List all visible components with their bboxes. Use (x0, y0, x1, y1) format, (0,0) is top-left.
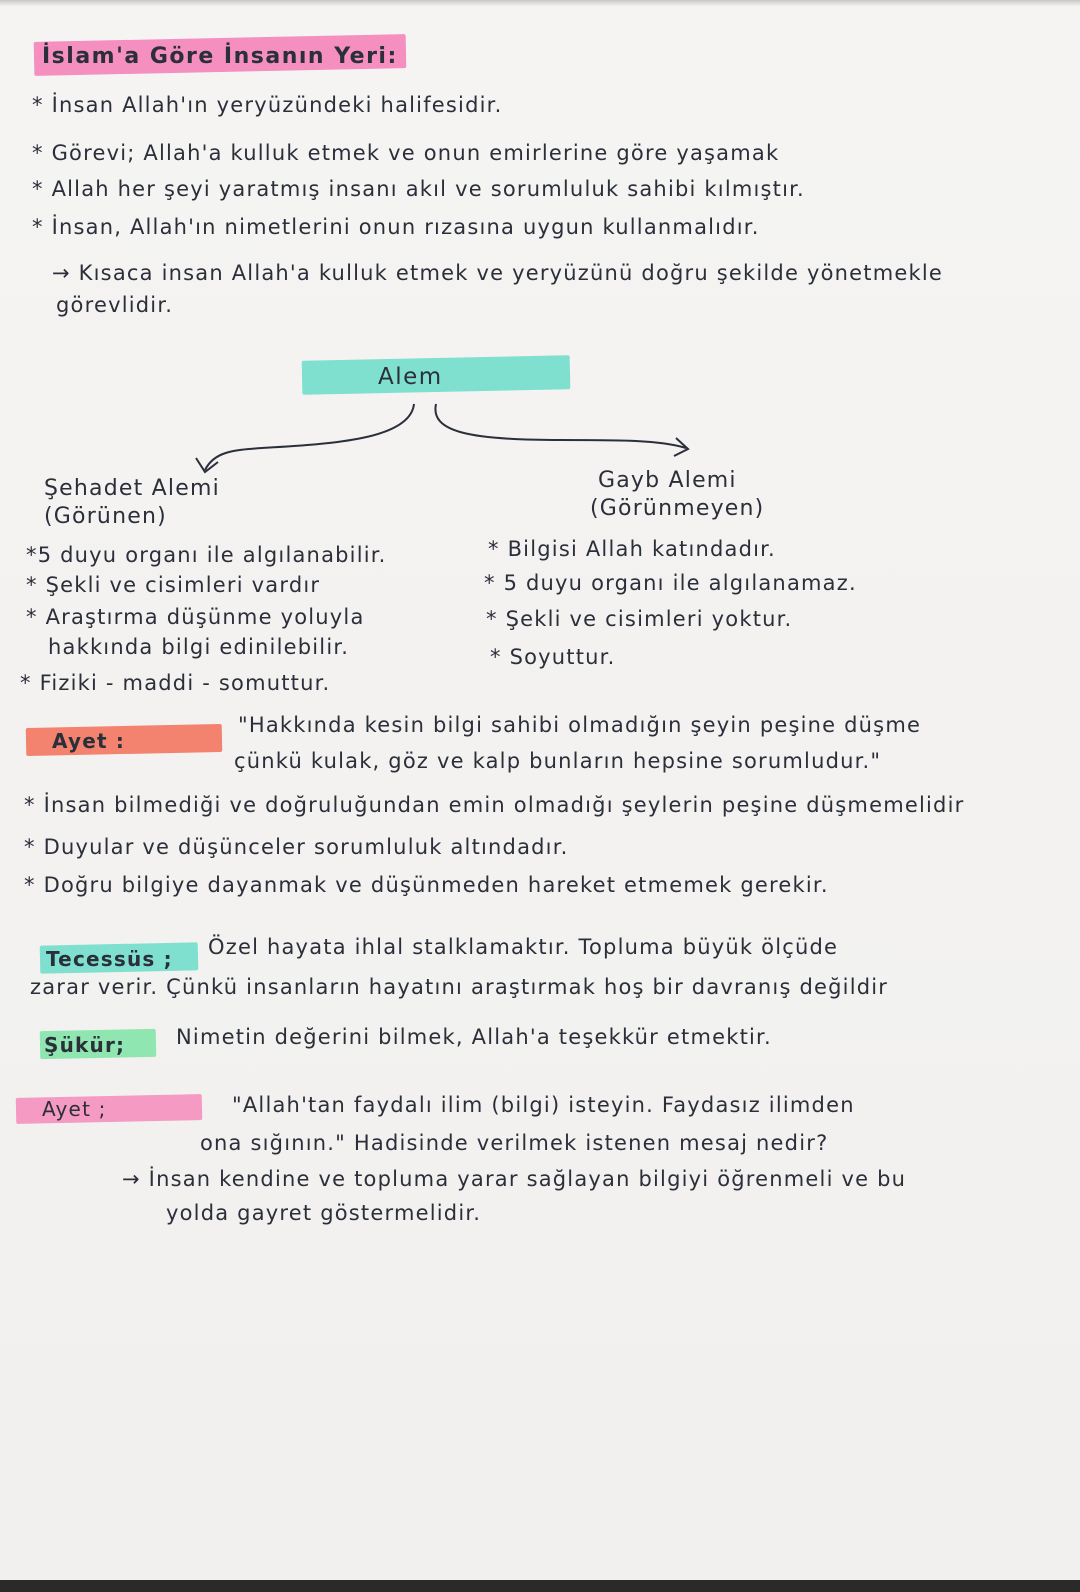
ayet2-answer-line: yolda gayret göstermelidir. (166, 1201, 482, 1225)
ayet1-quote-line: "Hakkında kesin bilgi sahibi olmadığın şeyin peşine düşme (238, 713, 922, 737)
tecessus-text-line: Özel hayata ihlal stalklamaktır. Topluma büyük ölçüde (208, 935, 839, 959)
tecessus-text-line: zarar verir. Çünkü insanların hayatını araştırmak hoş bir davranış değildir (30, 975, 889, 999)
summary-line: → Kısaca insan Allah'a kulluk etmek ve yeryüzünü doğru şekilde yönetmekle (52, 261, 943, 285)
ayet2-answer-line: → İnsan kendine ve topluma yarar sağlayan bilgiyi öğrenmeli ve bu (122, 1167, 907, 1191)
intro-point: * İnsan Allah'ın yeryüzündeki halifesidir. (32, 93, 503, 117)
ayet1-label: Ayet : (52, 729, 126, 753)
left-point: * Fiziki - maddi - somuttur. (20, 671, 331, 695)
left-point: *5 duyu organı ile algılanabilir. (26, 543, 387, 567)
left-point: hakkında bilgi edinilebilir. (48, 635, 350, 659)
ayet1-point: * Doğru bilgiye dayanmak ve düşünmeden hareket etmemek gerekir. (24, 873, 829, 897)
sukur-label: Şükür; (44, 1033, 126, 1057)
right-point: * Bilgisi Allah katındadır. (488, 537, 776, 561)
ayet2-quote-line: "Allah'tan faydalı ilim (bilgi) isteyin. Faydasız ilimden (232, 1093, 855, 1117)
ayet1-quote-line: çünkü kulak, göz ve kalp bunların hepsine sorumludur." (234, 749, 882, 773)
ayet1-point: * Duyular ve düşünceler sorumluluk altındadır. (24, 835, 569, 859)
intro-point: * Görevi; Allah'a kulluk etmek ve onun emirlerine göre yaşamak (32, 141, 780, 165)
summary-line-continued: görevlidir. (56, 293, 174, 317)
page-title: İslam'a Göre İnsanın Yeri: (42, 44, 398, 69)
ayet2-label: Ayet ; (42, 1097, 107, 1121)
bottom-edge (0, 1580, 1080, 1592)
right-title: Gayb Alemi (598, 468, 737, 493)
right-subtitle: (Görünmeyen) (590, 496, 765, 521)
left-title: Şehadet Alemi (44, 476, 220, 501)
diagram-root-label: Alem (378, 364, 443, 390)
intro-point: * İnsan, Allah'ın nimetlerini onun rızasına uygun kullanmalıdır. (32, 215, 760, 239)
sukur-text: Nimetin değerini bilmek, Allah'a teşekkür etmektir. (176, 1025, 772, 1049)
ayet1-point: * İnsan bilmediği ve doğruluğundan emin olmadığı şeylerin peşine düşmemelidir (24, 793, 965, 817)
tecessus-label: Tecessüs ; (46, 947, 173, 971)
arrow-to-right (435, 404, 686, 448)
right-point: * 5 duyu organı ile algılanamaz. (484, 571, 857, 595)
left-point: * Şekli ve cisimleri vardır (26, 573, 321, 597)
left-subtitle: (Görünen) (44, 504, 167, 529)
ayet2-quote-line: ona sığının." Hadisinde verilmek istenen mesaj nedir? (200, 1131, 829, 1155)
left-point: * Araştırma düşünme yoluyla (26, 605, 365, 629)
arrow-to-left (205, 404, 414, 470)
right-point: * Soyuttur. (490, 645, 616, 669)
right-point: * Şekli ve cisimleri yoktur. (486, 607, 793, 631)
intro-point: * Allah her şeyi yaratmış insanı akıl ve sorumluluk sahibi kılmıştır. (32, 177, 805, 201)
